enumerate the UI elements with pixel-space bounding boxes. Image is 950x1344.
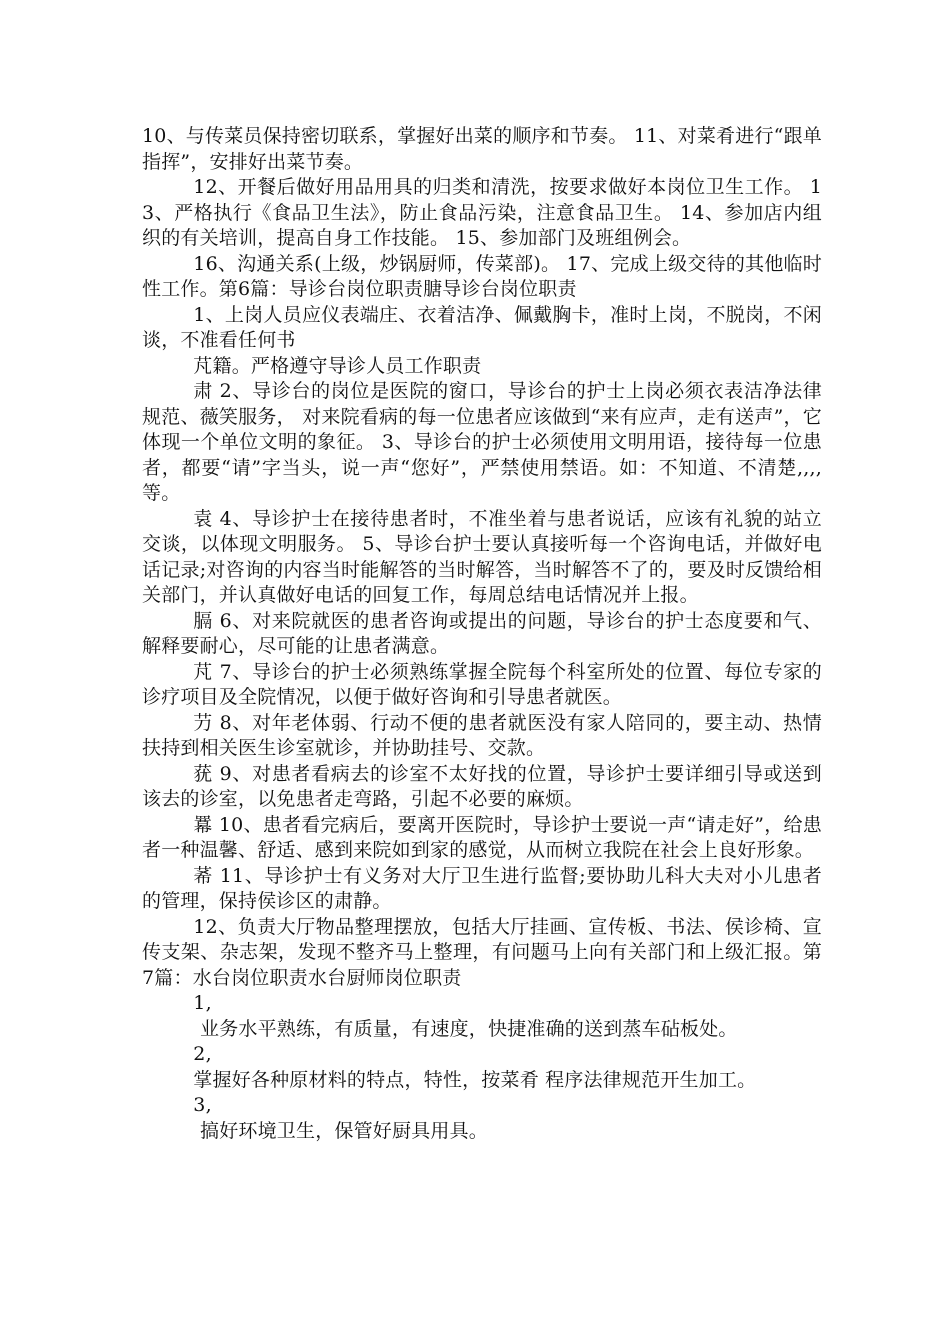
paragraph: 膈 6、对来院就医的患者咨询或提出的问题，导诊台的护士态度要和气、解释要耐心，尽可能的让患者满意。 xyxy=(142,609,822,657)
paragraph: 搞好环境卫生，保管好厨具用具。 xyxy=(200,1119,489,1142)
paragraph: 1, xyxy=(193,992,212,1014)
paragraph: 芃籍。严格遵守导诊人员工作职责 xyxy=(193,354,482,377)
paragraph: 莸 9、对患者看病去的诊室不太好找的位置，导诊护士要详细引导或送到该去的诊室，以免患者走弯路，引起不必要的麻烦。 xyxy=(142,762,822,810)
paragraph: 袁 4、导诊护士在接待患者时，不准坐着与患者说话，应该有礼貌的站立交谈，以体现文明服务。 5、导诊台护士要认真接听每一个咨询电话，并做好电话记录;对咨询的内容当时能解答的当时解答，当时解答不了的，要及时反馈给相关部门，并认真做好电话的回复工作，每周总结电话情况并上报。 xyxy=(142,507,822,606)
paragraph: 12、负责大厅物品整理摆放，包括大厅挂画、宣传板、书法、侯诊椅、宣传支架、杂志架，发现不整齐马上整理，有问题马上向有关部门和上级汇报。第7篇：水台岗位职责水台厨师岗位职责 xyxy=(142,915,822,989)
paragraph: 羃 10、患者看完病后，要离开医院时，导诊护士要说一声“请走好”，给患者一种温馨、舒适、感到来院如到家的感觉，从而树立我院在社会上良好形象。 xyxy=(142,813,822,861)
paragraph: 1、上岗人员应仪表端庄、衣着洁净、佩戴胸卡，准时上岗，不脱岗，不闲谈，不准看任何书 xyxy=(142,303,822,351)
paragraph: 掌握好各种原材料的特点，特性，按菜肴 程序法律规范开生加工。 xyxy=(193,1068,757,1091)
document-body xyxy=(142,124,822,1144)
paragraph: 莃 11、导诊护士有义务对大厅卫生进行监督;要协助儿科大夫对小儿患者的管理，保持侯诊区的肃静。 xyxy=(142,864,822,912)
paragraph: 2, xyxy=(193,1043,212,1065)
paragraph: 肃 2、导诊台的岗位是医院的窗口，导诊台的护士上岗必须衣表洁净法律规范、薇笑服务， 对来院看病的每一位患者应该做到“来有应声，走有送声”，它体现一个单位文明的象征。 3、导诊台的护士必须使用文明用语，接待每一位患者，都要“请”字当头，说一声“您好”，严禁使用禁语。如：不知道、不清楚,,,,等。 xyxy=(142,380,822,504)
paragraph: 12、开餐后做好用品用具的归类和清洗，按要求做好本岗位卫生工作。 13、严格执行《食品卫生法》，防止食品污染，注意食品卫生。 14、参加店内组织的有关培训，提高自身工作技能。 15、参加部门及班组例会。 xyxy=(142,176,822,249)
paragraph: 芃 7、导诊台的护士必须熟练掌握全院每个科室所处的位置、每位专家的诊疗项目及全院情况，以便于做好咨询和引导患者就医。 xyxy=(142,660,822,708)
paragraph: 芀 8、对年老体弱、行动不便的患者就医没有家人陪同的，要主动、热情扶持到相关医生诊室就诊，并协助挂号、交款。 xyxy=(142,711,822,759)
paragraph: 16、沟通关系(上级，炒锅厨师，传菜部)。 17、完成上级交待的其他临时性工作。第6篇：导诊台岗位职责膅导诊台岗位职责 xyxy=(142,252,822,300)
paragraph: 3, xyxy=(193,1094,212,1116)
paragraph: 业务水平熟练，有质量，有速度，快捷准确的送到蒸车砧板处。 xyxy=(200,1017,738,1040)
paragraph: 10、与传菜员保持密切联系，掌握好出菜的顺序和节奏。 11、对菜肴进行“跟单指挥”，安排好出菜节奏。 xyxy=(142,125,822,173)
